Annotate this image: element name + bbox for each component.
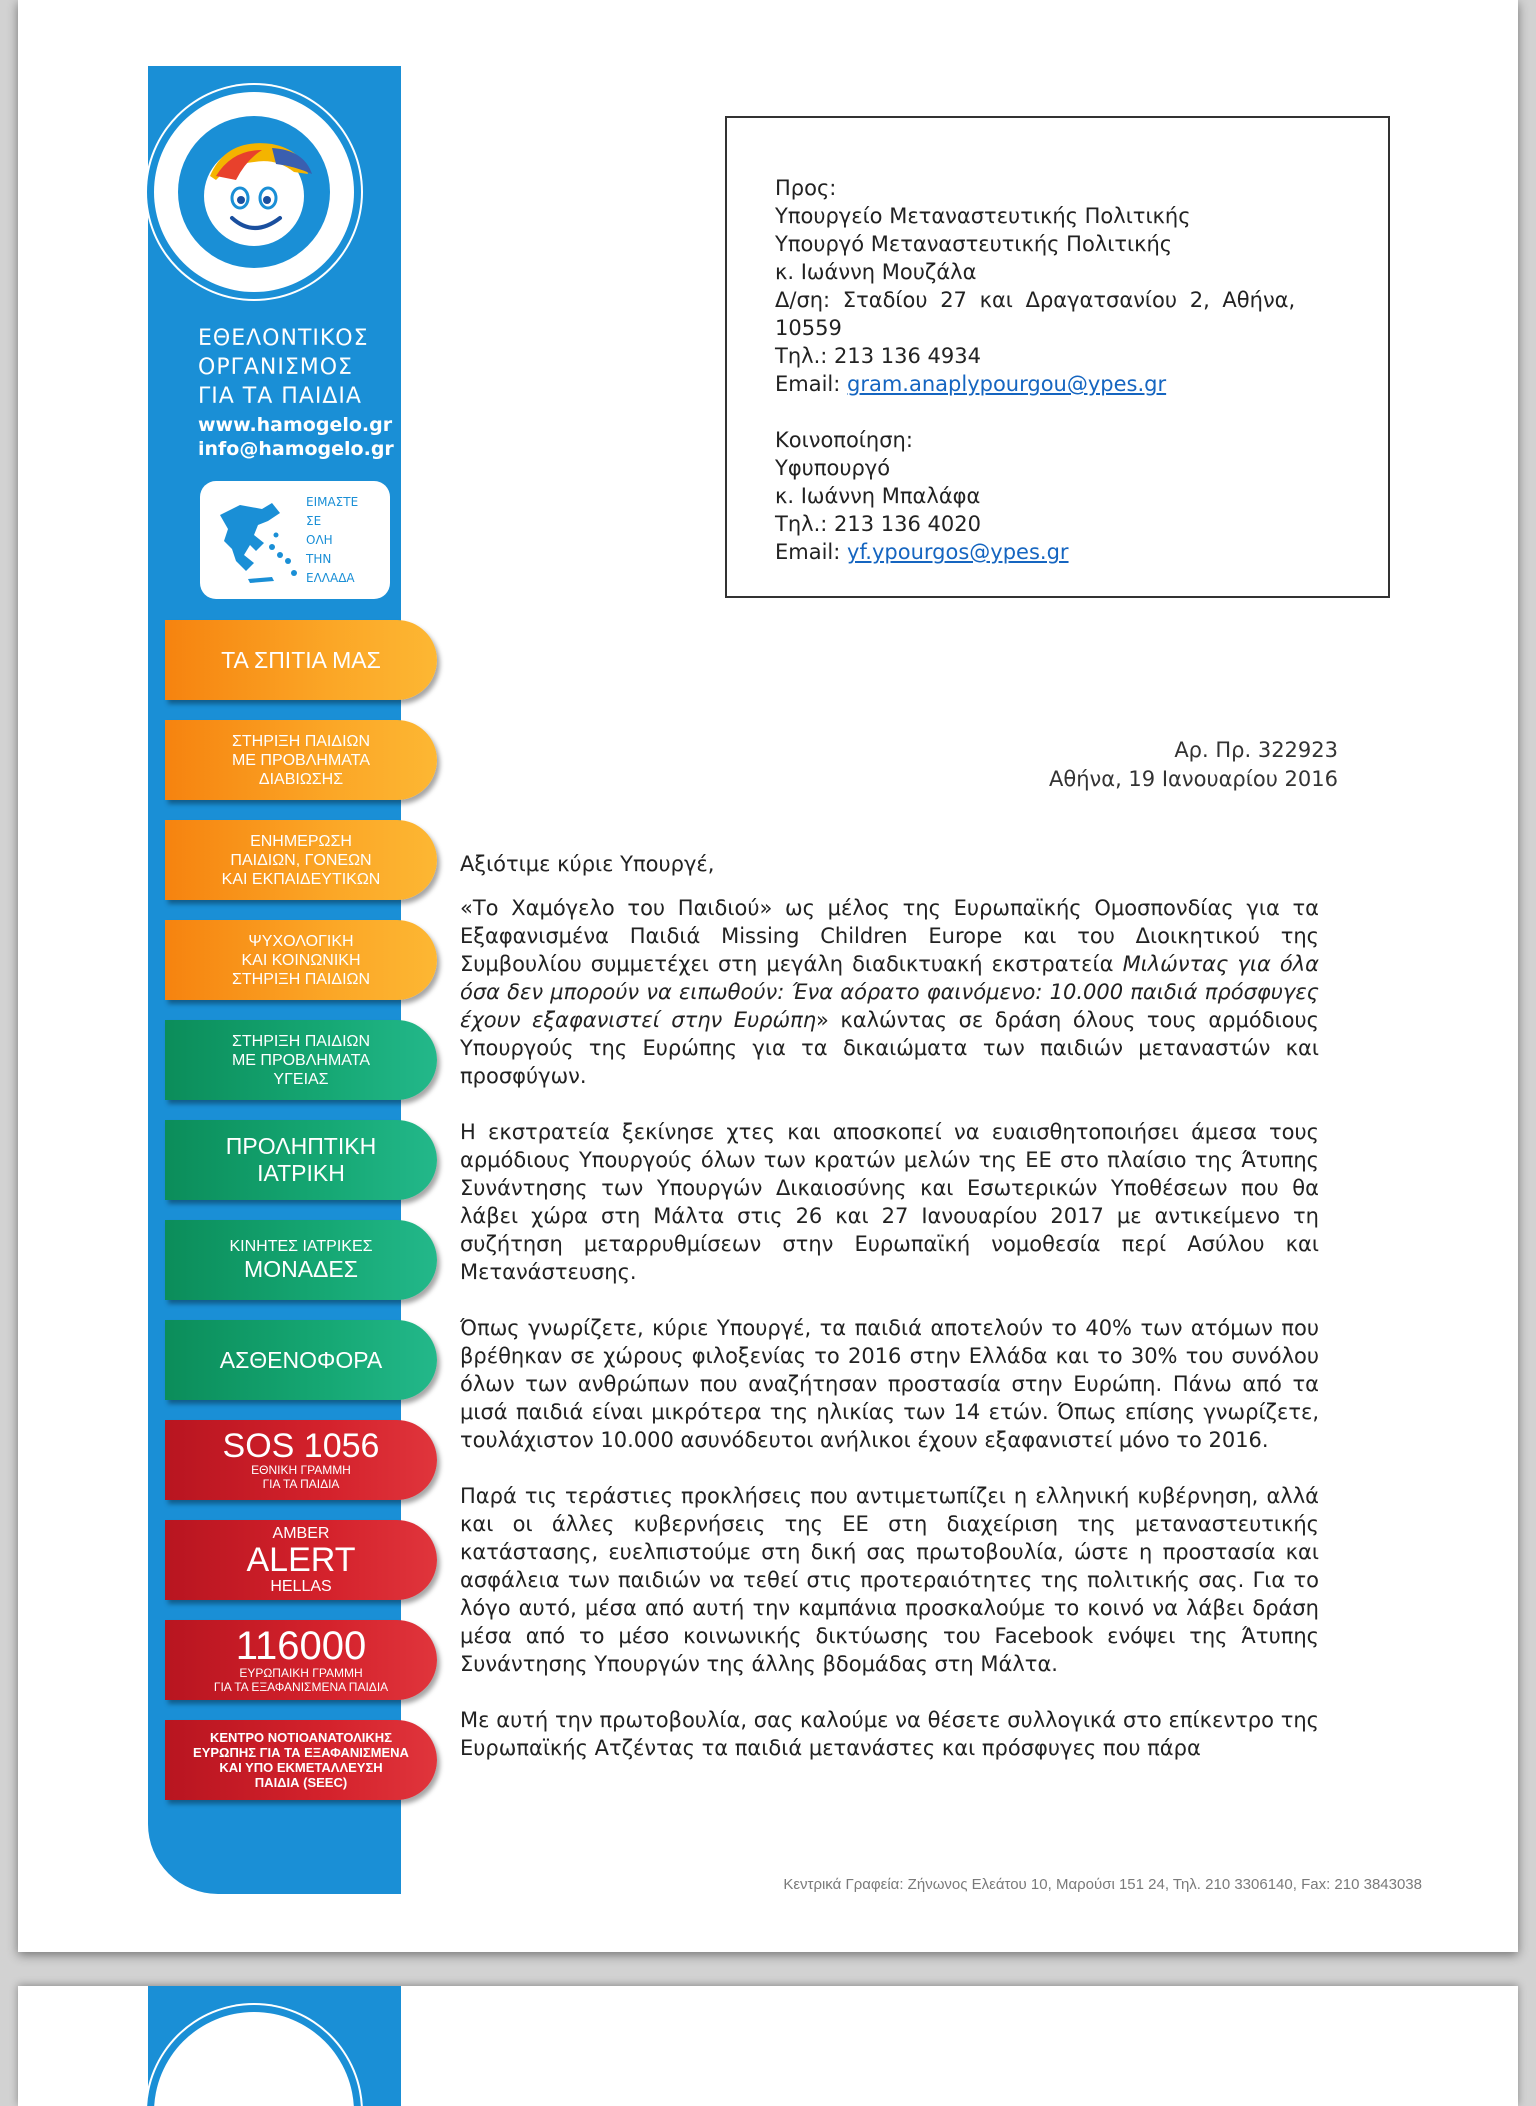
cc-email-line xyxy=(775,538,1325,566)
nav-button-label: ΤΑ ΣΠΙΤΙΑ ΜΑΣ xyxy=(221,646,381,673)
nav-button-label: ΓΙΑ ΤΑ ΕΞΑΦΑΝΙΣΜΕΝΑ ΠΑΙΔΙΑ xyxy=(213,1680,389,1694)
nav-button-preventive-medicine[interactable] xyxy=(165,1120,437,1200)
greece-map-icon xyxy=(210,495,302,587)
nav-button-psychological-support[interactable] xyxy=(165,920,437,1000)
reference-number: Αρ. Πρ. 322923 xyxy=(1174,738,1338,762)
email-link[interactable]: info@hamogelo.gr xyxy=(198,438,394,460)
nav-button-label: ΕΝΗΜΕΡΩΣΗ xyxy=(250,832,352,850)
salutation: Αξιότιμε κύριε Υπουργέ, xyxy=(460,852,715,876)
nav-button-mobile-medical-units[interactable] xyxy=(165,1220,437,1300)
nav-button-health-support[interactable] xyxy=(165,1020,437,1100)
minister-name: κ. Ιωάννη Μουζάλα xyxy=(775,260,977,284)
smiling-child-logo-icon xyxy=(176,114,332,270)
nav-button-information[interactable] xyxy=(165,820,437,900)
letter-date: Αθήνα, 19 Ιανουαρίου 2016 xyxy=(1048,767,1338,791)
paragraph: Παρά τις τεράστιες προκλήσεις που αντιμετωπίζει η ελληνική κυβέρνηση, αλλά και οι άλλες κυβερνήσεις της ΕΕ στη διαχείριση της μεταναστευτικής κατάστασης, ευελπιστούμε στη δική σας πρωτοβουλία, ώστε η προστασία και ασφάλεια των παιδιών να τεθεί στις προτεραιότητες της πολιτικής σας. Για το λόγο αυτό, μέσα από αυτή την καμπάνια προσκαλούμε το κοινό να λάβει δράση μέσα από το μέσο κοινωνικής δικτύωσης του Facebook ενόψει της Άτυπης Συνάντησης Υπουργών της άλλης βδομάδας στη Μάλτα. xyxy=(460,1484,1319,1676)
nav-button-label: ΜΕ ΠΡΟΒΛΗΜΑΤΑ xyxy=(231,1051,371,1069)
nav-button-label: ALERT xyxy=(246,1541,356,1579)
addressee-box xyxy=(725,116,1390,598)
map-caption-line: ΤΗΝ xyxy=(306,552,332,566)
paragraph: Όπως γνωρίζετε, κύριε Υπουργέ, τα παιδιά αποτελούν το 40% των ατόμων που βρέθηκαν σε χώρους φιλοξενίας το 2016 στην Ελλάδα και το 30% του συνόλου όλων των ανθρώπων που αναζήτησαν προστασία στην Ευρώπη. Πάνω από τα μισά παιδιά είναι μικρότερα της ηλικίας των 14 ετών. Όπως επίσης γνωρίζετε, τουλάχιστον 10.000 ασυνόδευτοι ανήλικοι έχουν εξαφανιστεί μόνο το 2016. xyxy=(460,1316,1319,1452)
paragraph-text: » καλώντας σε δράση όλους τους αρμόδιους Υπουργούς της Ευρώπης για τα δικαιώματα των παιδιών μεταναστών και προσφύγων. xyxy=(460,1008,1319,1088)
cc-phone: Τηλ.: 213 136 4020 xyxy=(775,512,981,536)
nav-button-label: ΙΑΤΡΙΚΗ xyxy=(257,1160,345,1186)
letter-page-1 xyxy=(18,0,1518,1952)
map-caption xyxy=(306,493,386,588)
cc-title: Υφυπουργό xyxy=(775,456,891,480)
campaign-title: Μιλώντας για όλα όσα δεν μπορούν να ειπωθούν: Ένα αόρατο φαινόμενο: 10.000 παιδιά πρόσφυγες έχουν εξαφανιστεί στην Ευρώπη xyxy=(460,952,1320,1032)
footer-address: Κεντρικά Γραφεία: Ζήνωνος Ελεάτου 10, Μαρούσι 151 24, Τηλ. 210 3306140, Fax: 210 3843038 xyxy=(783,1876,1422,1893)
sidebar xyxy=(148,1986,401,2106)
nav-button-label: ΣΤΗΡΙΞΗ ΠΑΙΔΙΩΝ xyxy=(231,1032,371,1050)
nav-button-label: ΜΟΝΑΔΕΣ xyxy=(244,1256,358,1282)
nav-button-seec[interactable] xyxy=(165,1720,437,1800)
nav-button-label: ΕΥΡΩΠΑΙΚΗ ΓΡΑΜΜΗ xyxy=(239,1666,363,1680)
nav-button-label: ΕΥΡΩΠΗΣ ΓΙΑ ΤΑ ΕΞΑΦΑΝΙΣΜΕΝΑ xyxy=(193,1745,409,1760)
cc-label: Κοινοποίηση: xyxy=(775,428,913,452)
nav-button-sos-1056[interactable] xyxy=(165,1420,437,1500)
address-line: Δ/ση: Σταδίου 27 και Δραγατσανίου 2, Αθήνα, xyxy=(775,288,1296,312)
map-caption-line: ΕΛΛΑΔΑ xyxy=(306,571,355,585)
nav-button-label: ΚΙΝΗΤΕΣ ΙΑΤΡΙΚΕΣ xyxy=(229,1238,373,1255)
nav-button-label: ΚΑΙ ΕΚΠΑΙΔΕΥΤΙΚΩΝ xyxy=(221,870,381,888)
greece-map-box[interactable] xyxy=(200,481,390,599)
org-title: ΕΘΕΛΟΝΤΙΚΟΣ ΟΡΓΑΝΙΣΜΟΣ ΓΙΑ ΤΑ ΠΑΙΔΙΑ xyxy=(198,326,369,409)
minister-title: Υπουργό Μεταναστευτικής Πολιτικής xyxy=(775,232,1173,256)
nav-button-label: ΜΕ ΠΡΟΒΛΗΜΑΤΑ xyxy=(231,751,371,769)
nav-button-living-support[interactable] xyxy=(165,720,437,800)
nav-button-label: 116000 xyxy=(235,1624,367,1668)
reference-block xyxy=(1049,736,1338,794)
nav-button-label: ΨΥΧΟΛΟΓΙΚΗ xyxy=(248,932,354,950)
paragraph xyxy=(460,894,1319,1090)
blank-line xyxy=(775,398,1325,426)
nav-button-label: ΓΙΑ ΤΑ ΠΑΙΔΙΑ xyxy=(262,1477,340,1491)
nav-button-ambulances[interactable] xyxy=(165,1320,437,1400)
letter-body xyxy=(460,850,1319,1790)
ministry-name: Υπουργείο Μεταναστευτικής Πολιτικής xyxy=(775,204,1191,228)
nav-button-label: ΥΓΕΙΑΣ xyxy=(273,1070,329,1088)
nav-button-label: HELLAS xyxy=(270,1578,332,1595)
nav-button-label: ΠΡΟΛΗΠΤΙΚΗ xyxy=(225,1133,377,1159)
nav-button-label: ΚΕΝΤΡΟ ΝΟΤΙΟΑΝΑΤΟΛΙΚΗΣ xyxy=(209,1730,392,1745)
nav-button-label: ΔΙΑΒΙΩΣΗΣ xyxy=(258,770,344,788)
website-link[interactable]: www.hamogelo.gr xyxy=(198,414,393,436)
cc-name: κ. Ιωάννη Μπαλάφα xyxy=(775,484,981,508)
nav-button-label: ΣΤΗΡΙΞΗ ΠΑΙΔΙΩΝ xyxy=(231,732,371,750)
map-caption-line: ΣΕ xyxy=(306,514,322,528)
paragraph: Η εκστρατεία ξεκίνησε χτες και αποσκοπεί να ευαισθητοποιήσει άμεσα τους αρμόδιους Υπουργούς όλων των κρατών μελών της ΕΕ στο πλαίσιο της Άτυπης Συνάντησης των Υπουργών Δικαιοσύνης και Εσωτερικών Υποθέσεων που θα λάβει χώρα στη Μάλτα στις 26 και 27 Ιανουαρίου 2017 με αντικείμενο τη συζήτηση μεταρρυθμίσεων στην Ευρωπαϊκή νομοθεσία περί Ασύλου και Μετανάστευσης. xyxy=(460,1120,1319,1284)
nav-button-label: ΣΤΗΡΙΞΗ ΠΑΙΔΙΩΝ xyxy=(231,970,371,988)
nav-button-label: ΚΑΙ ΚΟΙΝΩΝΙΚΗ xyxy=(241,951,361,969)
phone: Τηλ.: 213 136 4934 xyxy=(775,344,981,368)
nav-button-116000[interactable] xyxy=(165,1620,437,1700)
nav-button-our-homes[interactable] xyxy=(165,620,437,700)
to-label: Προς: xyxy=(775,176,837,200)
sidebar xyxy=(148,66,409,1894)
email-label: Email: xyxy=(775,540,848,564)
map-caption-line: ΕΙΜΑΣΤΕ xyxy=(306,495,359,509)
logo[interactable] xyxy=(154,92,354,292)
nav-button-amber-alert[interactable] xyxy=(165,1520,437,1600)
nav-button-label: ΠΑΙΔΙΑ (SEEC) xyxy=(254,1775,348,1790)
ministry-email-link[interactable]: gram.anaplypourgou@ypes.gr xyxy=(847,372,1167,396)
nav-button-label: ΠΑΙΔΙΩΝ, ΓΟΝΕΩΝ xyxy=(230,851,372,869)
nav-button-label: ΚΑΙ ΥΠΟ ΕΚΜΕΤΑΛΛΕΥΣΗ xyxy=(219,1760,383,1775)
nav-button-label: SOS 1056 xyxy=(222,1427,380,1465)
paragraph: Με αυτή την πρωτοβουλία, σας καλούμε να θέσετε συλλογικά στο επίκεντρο της Ευρωπαϊκής Ατζέντας τα παιδιά μετανάστες και πρόσφυγες που πάρα xyxy=(460,1708,1319,1760)
nav-button-label: ΕΘΝΙΚΗ ΓΡΑΜΜΗ xyxy=(251,1463,351,1477)
email-label: Email: xyxy=(775,372,848,396)
nav-button-label: AMBER xyxy=(272,1525,330,1542)
cc-email-link[interactable]: yf.ypourgos@ypes.gr xyxy=(847,540,1069,564)
email-line xyxy=(775,370,1325,398)
map-caption-line: ΟΛΗ xyxy=(306,533,333,547)
paragraph-text: «Το Χαμόγελο του Παιδιού» ως μέλος της Ευρωπαϊκής Ομοσπονδίας για τα Εξαφανισμένα Παιδιά Missing Children Europe και του Διοικητικού της Συμβουλίου συμμετέχει στη μεγάλη διαδικτυακή εκστρατεία xyxy=(460,896,1319,976)
letter-page-2 xyxy=(18,1986,1518,2106)
logo xyxy=(154,2012,354,2106)
nav-button-label: ΑΣΘΕΝΟΦΟΡΑ xyxy=(219,1346,383,1373)
postal-code: 10559 xyxy=(775,316,842,340)
addressee-lines xyxy=(775,174,1325,566)
